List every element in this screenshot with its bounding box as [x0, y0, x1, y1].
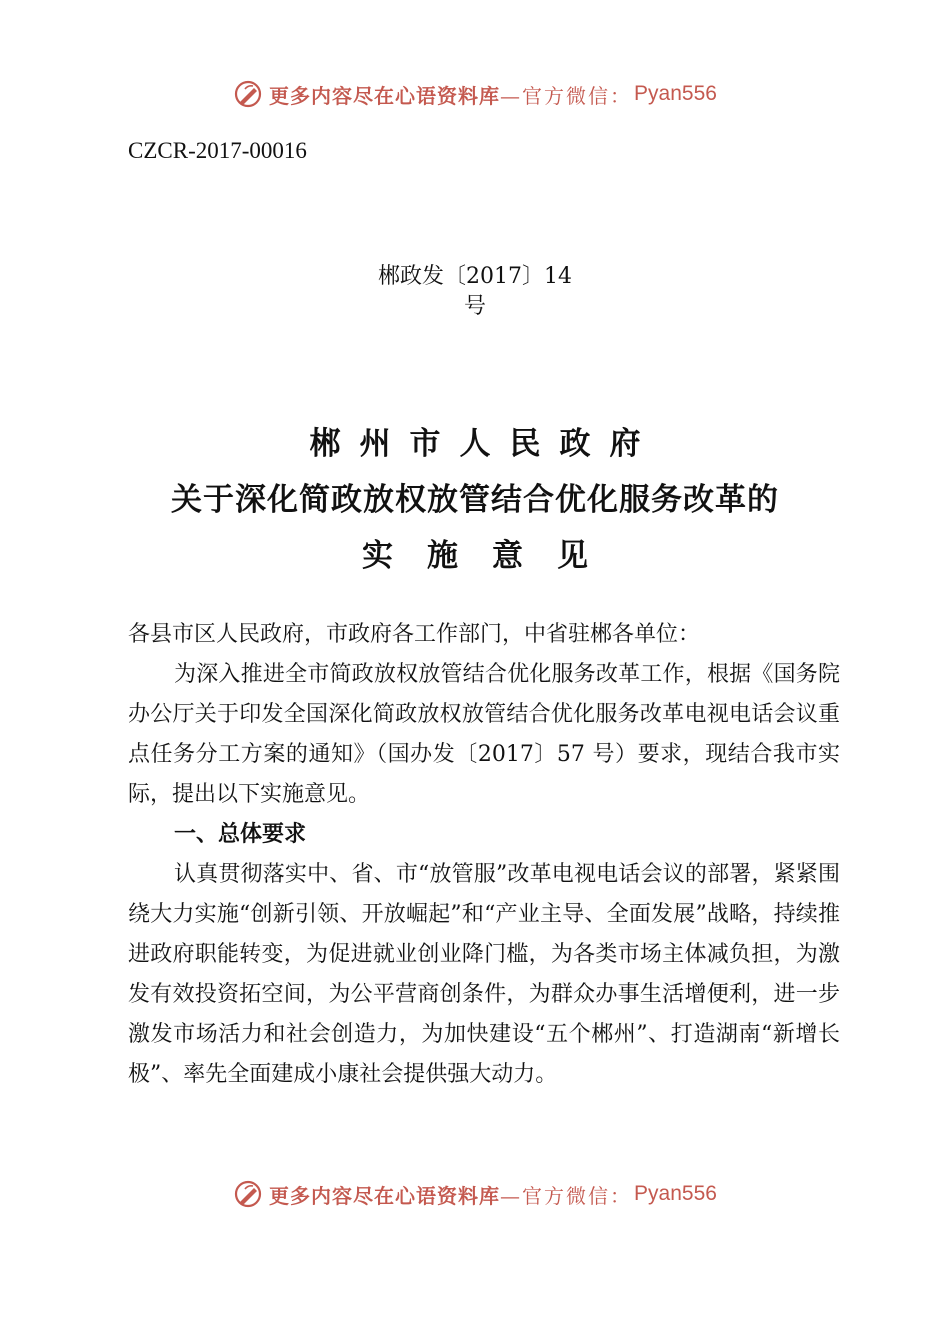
title-issuer: 郴州市人民政府 [309, 426, 660, 462]
section-heading-general-requirements: 一、总体要求 [174, 822, 307, 847]
paragraph-intro: 为深入推进全市简政放权放管结合优化服务改革工作，根据《国务院办公厅关于印发全国深化简政放权放管结合优化服务改革电视电话会议重点任务分工方案的通知》（国办发〔2017〕57 号）要求，现结合我市实际，提出以下实施意见。 [128, 662, 840, 807]
watermark-footer [0, 1174, 950, 1214]
salutation: 各县市区人民政府，市政府各工作部门，中省驻郴各单位： [128, 622, 701, 647]
title-subject: 关于深化简政放权放管结合优化服务改革的 [171, 482, 779, 518]
watermark-main-text: 更多内容尽在心语资料库 [269, 83, 501, 108]
title-doc-type: 实施意见 [362, 538, 622, 574]
watermark-separator-text: —官方微信： [500, 83, 633, 108]
document-code: CZCR-2017-00016 [128, 138, 307, 163]
document-number-line2: 号 [463, 294, 486, 319]
watermark-separator-text: —官方微信： [500, 1183, 633, 1208]
paragraph-general-requirements: 认真贯彻落实中、省、市“放管服”改革电视电话会议的部署，紧紧围绕大力实施“创新引领、开放崛起”和“产业主导、全面发展”战略，持续推进政府职能转变，为促进就业创业降门槛，为各类市场主体减负担，为激发有效投资拓空间，为公平营商创条件，为群众办事生活增便利，进一步激发市场活力和社会创造力，为加快建设“五个郴州”、打造湖南“新增长极”、率先全面建成小康社会提供强大动力。 [128, 862, 840, 1087]
pen-logo-icon [233, 1179, 263, 1209]
watermark-wechat-id: Pyan556 [634, 82, 717, 105]
document-number-line1: 郴政发〔2017〕14 [378, 264, 572, 289]
watermark-wechat-id: Pyan556 [634, 1182, 717, 1205]
watermark-main-text: 更多内容尽在心语资料库 [269, 1183, 501, 1208]
pen-logo-icon [233, 79, 263, 109]
document-number [0, 262, 950, 322]
watermark-header [0, 74, 950, 114]
